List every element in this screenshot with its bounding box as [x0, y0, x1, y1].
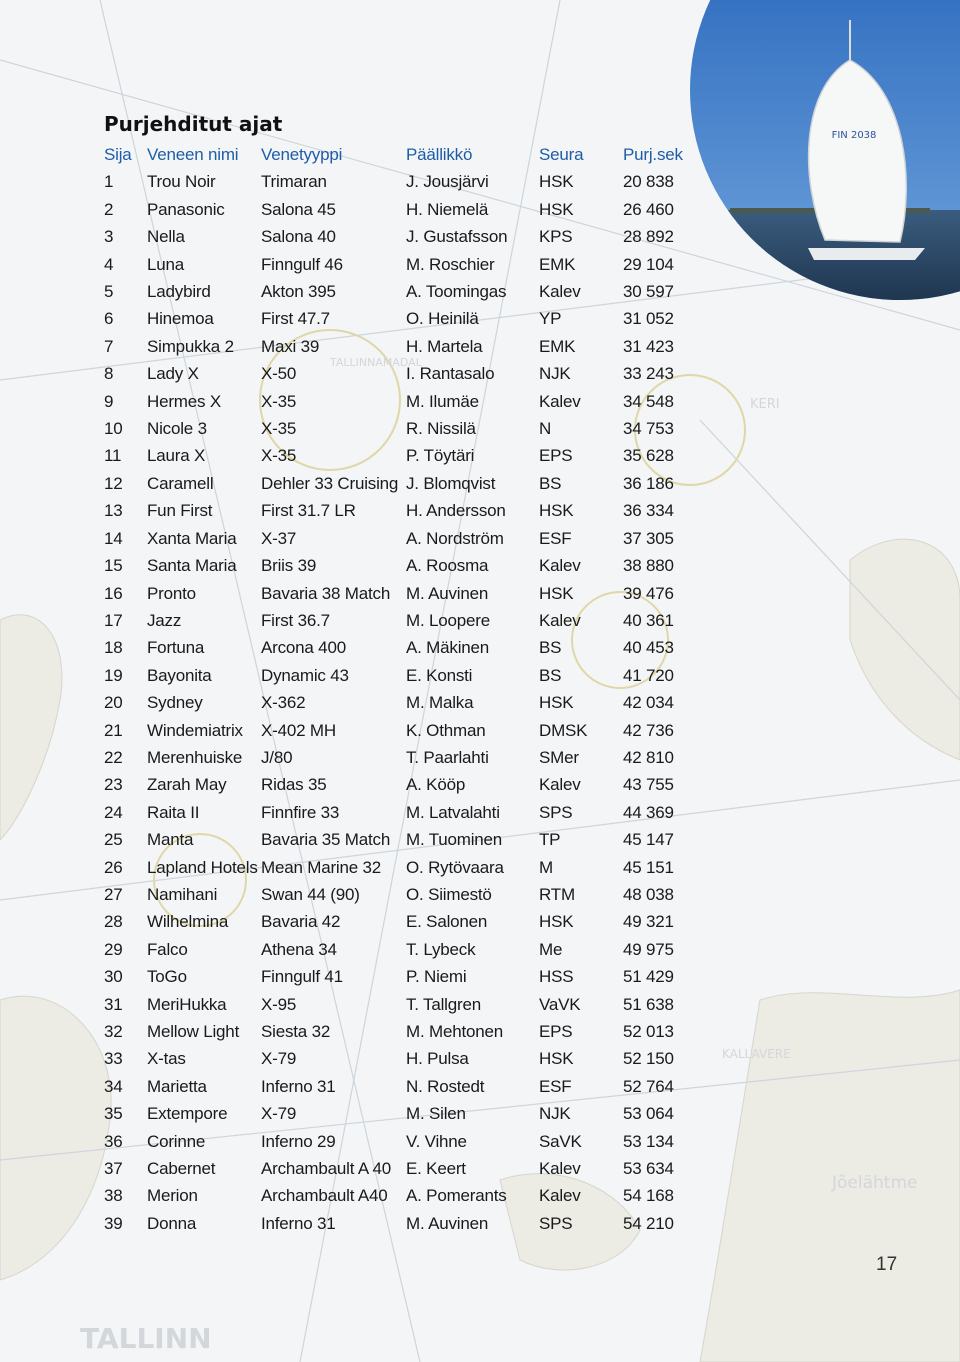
table-row — [104, 1045, 683, 1072]
cell-sailing-seconds: 45 151 — [623, 857, 674, 877]
cell-skipper: M. Loopere — [406, 610, 490, 630]
cell-skipper: T. Lybeck — [406, 939, 476, 959]
cell-rank: 11 — [104, 446, 122, 466]
cell-rank: 31 — [104, 994, 123, 1014]
table-row — [104, 717, 683, 744]
cell-skipper: H. Niemelä — [406, 199, 489, 219]
cell-boat-type: X-35 — [261, 419, 297, 439]
cell-rank: 38 — [104, 1186, 123, 1206]
cell-rank: 32 — [104, 1022, 123, 1041]
table-row — [104, 881, 683, 908]
cell-rank: 10 — [104, 419, 123, 439]
col-header-boat-type: Venetyyppi — [261, 145, 343, 164]
cell-rank: 37 — [104, 1159, 123, 1179]
table-row — [104, 634, 683, 661]
cell-boat-type: Swan 44 (90) — [261, 884, 360, 904]
table-row — [104, 662, 683, 689]
cell-boat-name: Panasonic — [147, 199, 225, 219]
cell-club: BS — [539, 665, 562, 685]
cell-club: SPS — [539, 802, 573, 822]
cell-boat-name: Merenhuiske — [147, 747, 243, 767]
cell-skipper: A. Toomingas — [406, 282, 507, 302]
cell-rank: 7 — [104, 336, 114, 356]
cell-sailing-seconds: 54 168 — [623, 1186, 674, 1206]
cell-rank: 17 — [104, 610, 123, 630]
cell-club: HSK — [539, 693, 574, 713]
cell-boat-name: ToGo — [147, 967, 187, 987]
cell-club: Kalev — [539, 610, 581, 630]
cell-boat-name: MeriHukka — [147, 994, 227, 1014]
cell-skipper: N. Rostedt — [406, 1076, 485, 1096]
table-row — [104, 196, 683, 223]
cell-boat-name: Windemiatrix — [147, 720, 243, 740]
map-label-keri: KERI — [750, 397, 780, 412]
table-row — [104, 525, 683, 552]
table-row — [104, 470, 683, 497]
cell-sailing-seconds: 48 038 — [623, 884, 674, 904]
table-row — [104, 799, 683, 826]
cell-boat-name: Luna — [147, 254, 185, 274]
cell-boat-name: Bayonita — [147, 665, 212, 685]
table-row — [104, 1073, 683, 1100]
table-row — [104, 552, 683, 579]
cell-sailing-seconds: 53 634 — [623, 1159, 674, 1179]
cell-boat-type: X-35 — [261, 391, 297, 411]
table-row — [104, 1155, 683, 1182]
cell-sailing-seconds: 30 597 — [623, 282, 674, 302]
cell-boat-name: Simpukka 2 — [147, 336, 234, 356]
cell-club: SMer — [539, 747, 579, 767]
cell-sailing-seconds: 38 880 — [623, 556, 674, 576]
cell-skipper: M. Tuominen — [406, 830, 503, 850]
cell-boat-name: Nella — [147, 227, 185, 247]
cell-sailing-seconds: 51 429 — [623, 967, 674, 987]
table-header-row — [104, 141, 683, 168]
cell-sailing-seconds: 40 453 — [623, 638, 674, 658]
table-row — [104, 442, 683, 469]
cell-sailing-seconds: 52 764 — [623, 1076, 674, 1096]
cell-club: HSK — [539, 1049, 574, 1069]
cell-rank: 1 — [104, 172, 114, 192]
cell-sailing-seconds: 36 186 — [623, 473, 674, 493]
table-row — [104, 1128, 683, 1155]
cell-rank: 35 — [104, 1104, 123, 1124]
table-row — [104, 744, 683, 771]
table-row — [104, 223, 683, 250]
cell-boat-type: Ridas 35 — [261, 775, 327, 795]
cell-rank: 25 — [104, 830, 123, 850]
cell-club: Kalev — [539, 282, 581, 302]
cell-boat-name: Hinemoa — [147, 309, 214, 329]
cell-sailing-seconds: 31 052 — [623, 309, 674, 329]
cell-club: Kalev — [539, 391, 581, 411]
cell-club: HSK — [539, 172, 574, 192]
table-row — [104, 360, 683, 387]
cell-skipper: J. Gustafsson — [406, 227, 508, 247]
cell-skipper: T. Paarlahti — [406, 747, 489, 767]
cell-skipper: M. Ilumäe — [406, 391, 479, 411]
cell-sailing-seconds: 20 838 — [623, 172, 674, 192]
cell-boat-type: Trimaran — [261, 172, 327, 192]
table-row — [104, 854, 683, 881]
cell-boat-type: Briis 39 — [261, 556, 317, 576]
cell-sailing-seconds: 44 369 — [623, 802, 674, 822]
cell-skipper: M. Auvinen — [406, 583, 489, 603]
cell-rank: 14 — [104, 528, 123, 548]
cell-sailing-seconds: 40 361 — [623, 610, 674, 630]
cell-boat-name: Falco — [147, 939, 188, 959]
table-row — [104, 168, 683, 195]
table-row — [104, 771, 683, 798]
table-row — [104, 1210, 683, 1237]
cell-skipper: V. Vihne — [406, 1131, 467, 1151]
cell-rank: 8 — [104, 364, 114, 384]
cell-boat-type: Arcona 400 — [261, 638, 346, 658]
cell-skipper: M. Auvinen — [406, 1213, 489, 1233]
cell-skipper: E. Salonen — [406, 912, 488, 932]
table-row — [104, 497, 683, 524]
cell-boat-type: Bavaria 42 — [261, 912, 341, 932]
map-label-tallinn: TALLINN — [80, 1322, 212, 1355]
cell-boat-name: Wilhelmina — [147, 912, 229, 932]
cell-skipper: I. Rantasalo — [406, 364, 495, 384]
cell-club: RTM — [539, 884, 575, 904]
cell-boat-name: Trou Noir — [147, 172, 216, 192]
cell-rank: 30 — [104, 967, 123, 987]
cell-skipper: R. Nissilä — [406, 419, 476, 439]
cell-boat-type: Inferno 29 — [261, 1131, 336, 1151]
cell-sailing-seconds: 54 210 — [623, 1213, 674, 1233]
cell-rank: 20 — [104, 693, 123, 713]
cell-boat-type: Finngulf 41 — [261, 967, 343, 987]
cell-boat-name: Fortuna — [147, 638, 205, 658]
map-label-kallavere: KALLAVERE — [722, 1047, 791, 1061]
cell-boat-type: Archambault A 40 — [261, 1159, 392, 1179]
cell-boat-name: Jazz — [147, 610, 182, 630]
cell-club: NJK — [539, 364, 571, 384]
cell-boat-type: X-79 — [261, 1104, 297, 1124]
cell-club: ESF — [539, 528, 572, 548]
map-label-tallinnamadal: TALLINNAMADAL — [330, 356, 422, 369]
cell-rank: 39 — [104, 1213, 123, 1233]
cell-club: HSK — [539, 912, 574, 932]
sail-number: FIN 2038 — [831, 130, 877, 141]
cell-boat-type: X-402 MH — [261, 720, 336, 740]
cell-boat-type: First 47.7 — [261, 309, 330, 329]
cell-boat-name: Marietta — [147, 1076, 207, 1096]
cell-boat-type: Akton 395 — [261, 282, 336, 302]
cell-rank: 23 — [104, 775, 123, 795]
cell-rank: 22 — [104, 747, 123, 767]
cell-skipper: A. Roosma — [406, 556, 489, 576]
cell-skipper: T. Tallgren — [406, 994, 481, 1014]
cell-boat-type: Bavaria 35 Match — [261, 830, 391, 850]
cell-boat-type: Maxi 39 — [261, 336, 320, 356]
cell-rank: 33 — [104, 1049, 123, 1069]
cell-skipper: H. Martela — [406, 336, 483, 356]
cell-sailing-seconds: 52 150 — [623, 1049, 674, 1069]
cell-sailing-seconds: 45 147 — [623, 830, 674, 850]
cell-boat-name: Lapland Hotels — [147, 857, 258, 877]
cell-boat-type: Salona 40 — [261, 227, 336, 247]
cell-club: Kalev — [539, 1159, 581, 1179]
cell-skipper: M. Malka — [406, 693, 474, 713]
cell-sailing-seconds: 43 755 — [623, 775, 674, 795]
table-row — [104, 936, 683, 963]
cell-club: M — [539, 857, 553, 877]
cell-boat-name: X-tas — [147, 1049, 186, 1069]
cell-boat-name: Merion — [147, 1186, 198, 1206]
table-row — [104, 388, 683, 415]
cell-rank: 24 — [104, 802, 123, 822]
page-title: Purjehditut ajat — [104, 112, 283, 136]
cell-rank: 34 — [104, 1076, 123, 1096]
cell-skipper: E. Konsti — [406, 665, 473, 685]
cell-sailing-seconds: 37 305 — [623, 528, 674, 548]
cell-boat-name: Xanta Maria — [147, 528, 237, 548]
cell-sailing-seconds: 49 321 — [623, 912, 674, 932]
cell-boat-type: X-50 — [261, 364, 297, 384]
cell-rank: 19 — [104, 665, 123, 685]
cell-club: VaVK — [539, 994, 581, 1014]
cell-club: EPS — [539, 1022, 573, 1041]
cell-club: ESF — [539, 1076, 572, 1096]
cell-skipper: M. Silen — [406, 1104, 466, 1124]
cell-boat-name: Caramell — [147, 473, 214, 493]
cell-boat-name: Mellow Light — [147, 1022, 240, 1041]
table-row — [104, 278, 683, 305]
cell-skipper: P. Niemi — [406, 967, 467, 987]
cell-skipper: A. Kööp — [406, 775, 466, 795]
cell-sailing-seconds: 35 628 — [623, 446, 674, 466]
cell-sailing-seconds: 26 460 — [623, 199, 674, 219]
cell-skipper: P. Töytäri — [406, 446, 475, 466]
cell-club: Kalev — [539, 1186, 581, 1206]
cell-boat-type: Archambault A40 — [261, 1186, 388, 1206]
cell-skipper: H. Pulsa — [406, 1049, 469, 1069]
cell-boat-type: Siesta 32 — [261, 1022, 331, 1041]
col-header-sailing-seconds: Purj.sek — [623, 145, 683, 164]
cell-boat-name: Extempore — [147, 1104, 228, 1124]
cell-boat-name: Zarah May — [147, 775, 227, 795]
cell-sailing-seconds: 42 736 — [623, 720, 674, 740]
cell-boat-name: Lady X — [147, 364, 199, 384]
cell-sailing-seconds: 41 720 — [623, 665, 674, 685]
cell-skipper: M. Mehtonen — [406, 1022, 504, 1041]
table-row — [104, 908, 683, 935]
cell-sailing-seconds: 42 034 — [623, 693, 674, 713]
cell-club: Kalev — [539, 556, 581, 576]
cell-club: HSK — [539, 199, 574, 219]
cell-sailing-seconds: 34 753 — [623, 419, 674, 439]
table-row — [104, 305, 683, 332]
table-row — [104, 689, 683, 716]
cell-club: DMSK — [539, 720, 588, 740]
cell-rank: 16 — [104, 583, 123, 603]
cell-boat-type: Bavaria 38 Match — [261, 583, 391, 603]
cell-rank: 29 — [104, 939, 123, 959]
cell-boat-type: Inferno 31 — [261, 1213, 336, 1233]
table-row — [104, 1100, 683, 1127]
table-row — [104, 251, 683, 278]
cell-club: SaVK — [539, 1131, 582, 1151]
table-row — [104, 333, 683, 360]
cell-club: HSS — [539, 967, 574, 987]
map-label-jolahtme: Jõelähtme — [832, 1173, 918, 1193]
table-row — [104, 1182, 683, 1209]
cell-boat-type: J/80 — [261, 747, 293, 767]
cell-boat-name: Fun First — [147, 501, 213, 521]
cell-boat-name: Pronto — [147, 583, 196, 603]
page-number: 17 — [876, 1254, 898, 1275]
cell-boat-type: X-35 — [261, 446, 297, 466]
cell-rank: 21 — [104, 720, 123, 740]
table-row — [104, 607, 683, 634]
cell-skipper: A. Pomerants — [406, 1186, 507, 1206]
cell-skipper: K. Othman — [406, 720, 486, 740]
cell-rank: 2 — [104, 199, 114, 219]
cell-club: EMK — [539, 254, 576, 274]
cell-boat-type: First 36.7 — [261, 610, 330, 630]
cell-boat-type: Dynamic 43 — [261, 665, 349, 685]
cell-rank: 4 — [104, 254, 114, 274]
cell-boat-name: Corinne — [147, 1131, 206, 1151]
cell-sailing-seconds: 42 810 — [623, 747, 674, 767]
cell-club: HSK — [539, 501, 574, 521]
cell-club: BS — [539, 473, 562, 493]
cell-skipper: O. Heinilä — [406, 309, 479, 329]
cell-skipper: O. Rytövaara — [406, 857, 504, 877]
cell-skipper: O. Siimestö — [406, 884, 492, 904]
cell-rank: 3 — [104, 227, 114, 247]
cell-rank: 26 — [104, 857, 123, 877]
cell-boat-name: Santa Maria — [147, 556, 237, 576]
cell-sailing-seconds: 28 892 — [623, 227, 674, 247]
cell-club: BS — [539, 638, 562, 658]
cell-skipper: M. Latvalahti — [406, 802, 500, 822]
cell-boat-name: Namihani — [147, 884, 218, 904]
cell-rank: 6 — [104, 309, 114, 329]
cell-boat-name: Raita II — [147, 802, 200, 822]
cell-rank: 5 — [104, 282, 114, 302]
cell-boat-name: Manta — [147, 830, 194, 850]
cell-sailing-seconds: 29 104 — [623, 254, 674, 274]
cell-skipper: A. Mäkinen — [406, 638, 490, 658]
cell-rank: 13 — [104, 501, 123, 521]
cell-club: YP — [539, 309, 562, 329]
cell-sailing-seconds: 31 423 — [623, 336, 674, 356]
cell-club: N — [539, 419, 552, 439]
cell-boat-type: Salona 45 — [261, 199, 336, 219]
cell-boat-name: Sydney — [147, 693, 203, 713]
cell-boat-type: Mean Marine 32 — [261, 857, 382, 877]
cell-boat-type: X-79 — [261, 1049, 297, 1069]
col-header-rank: Sija — [104, 145, 132, 164]
cell-boat-type: Finnfire 33 — [261, 802, 340, 822]
table-row — [104, 580, 683, 607]
cell-sailing-seconds: 33 243 — [623, 364, 674, 384]
cell-rank: 36 — [104, 1131, 123, 1151]
cell-rank: 28 — [104, 912, 123, 932]
cell-rank: 12 — [104, 473, 123, 493]
cell-sailing-seconds: 36 334 — [623, 501, 674, 521]
cell-skipper: A. Nordström — [406, 528, 504, 548]
cell-skipper: H. Andersson — [406, 501, 506, 521]
cell-sailing-seconds: 39 476 — [623, 583, 674, 603]
cell-boat-type: Inferno 31 — [261, 1076, 336, 1096]
cell-club: HSK — [539, 583, 574, 603]
table-row — [104, 1018, 683, 1045]
cell-boat-type: First 31.7 LR — [261, 501, 356, 521]
cell-sailing-seconds: 51 638 — [623, 994, 674, 1014]
cell-sailing-seconds: 34 548 — [623, 391, 674, 411]
cell-sailing-seconds: 53 134 — [623, 1131, 674, 1151]
cell-boat-type: X-37 — [261, 528, 297, 548]
results-table — [104, 141, 683, 1237]
cell-boat-name: Ladybird — [147, 282, 211, 302]
col-header-club: Seura — [539, 145, 584, 164]
cell-club: Kalev — [539, 775, 581, 795]
cell-boat-name: Nicole 3 — [147, 419, 207, 439]
cell-rank: 9 — [104, 391, 114, 411]
cell-sailing-seconds: 53 064 — [623, 1104, 674, 1124]
cell-boat-type: Athena 34 — [261, 939, 337, 959]
cell-sailing-seconds: 52 013 — [623, 1022, 674, 1041]
cell-club: Me — [539, 939, 563, 959]
col-header-boat-name: Veneen nimi — [147, 145, 239, 164]
cell-club: KPS — [539, 227, 573, 247]
cell-club: EPS — [539, 446, 573, 466]
cell-boat-type: X-362 — [261, 693, 306, 713]
table-row — [104, 963, 683, 990]
cell-skipper: J. Jousjärvi — [406, 172, 489, 192]
cell-club: EMK — [539, 336, 576, 356]
cell-skipper: M. Roschier — [406, 254, 495, 274]
cell-boat-type: Dehler 33 Cruising — [261, 473, 399, 493]
cell-boat-name: Donna — [147, 1213, 197, 1233]
cell-rank: 18 — [104, 638, 123, 658]
cell-boat-name: Cabernet — [147, 1159, 216, 1179]
cell-skipper: J. Blomqvist — [406, 473, 496, 493]
cell-skipper: E. Keert — [406, 1159, 466, 1179]
cell-boat-type: Finngulf 46 — [261, 254, 343, 274]
cell-boat-name: Laura X — [147, 446, 206, 466]
cell-sailing-seconds: 49 975 — [623, 939, 674, 959]
cell-boat-name: Hermes X — [147, 391, 221, 411]
cell-club: SPS — [539, 1213, 573, 1233]
cell-club: TP — [539, 830, 561, 850]
cell-rank: 27 — [104, 884, 123, 904]
cell-club: NJK — [539, 1104, 571, 1124]
table-row — [104, 991, 683, 1018]
col-header-skipper: Päällikkö — [406, 145, 473, 164]
cell-rank: 15 — [104, 556, 123, 576]
cell-boat-type: X-95 — [261, 994, 297, 1014]
table-row — [104, 826, 683, 853]
table-row — [104, 415, 683, 442]
